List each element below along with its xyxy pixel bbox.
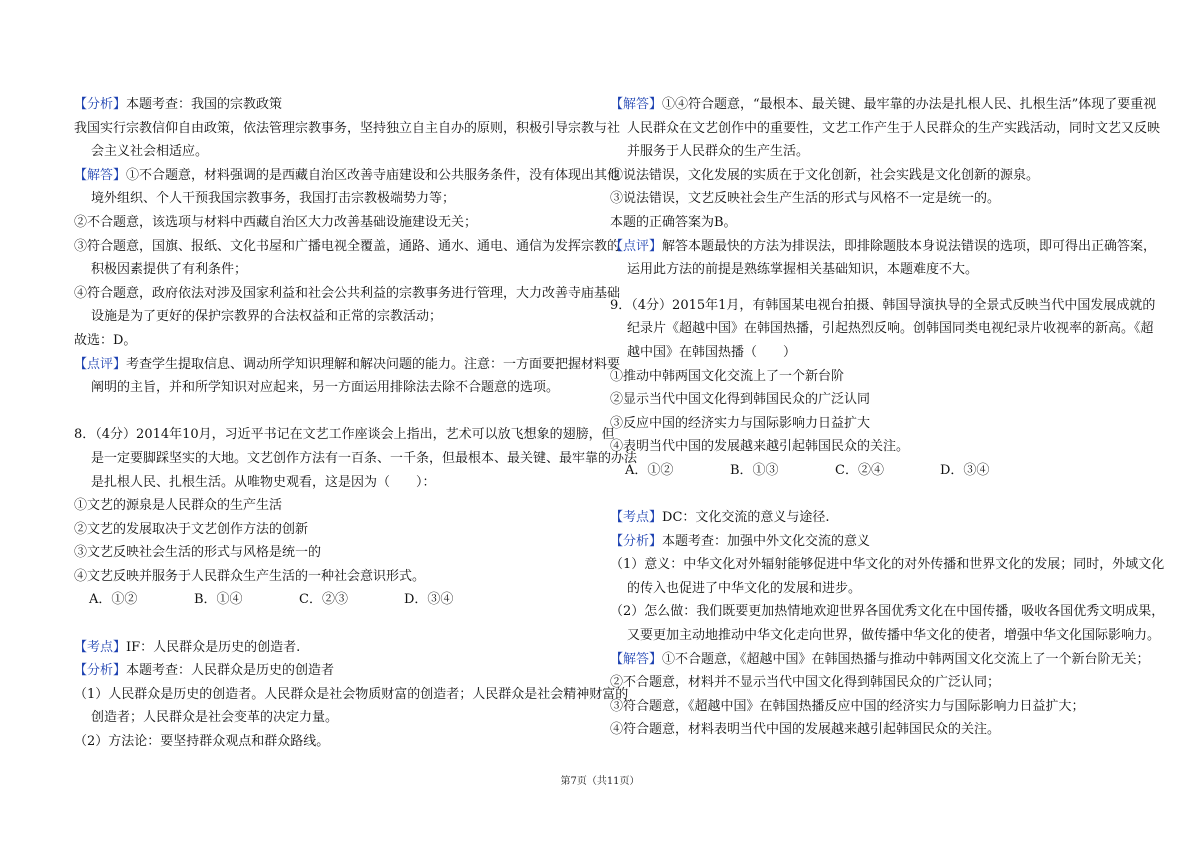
- comment-line: 【点评】考查学生提取信息、调动所学知识理解和解决问题的能力。注意：一方面要把握材料要: [74, 356, 621, 372]
- answer-tag: 【解答】: [610, 651, 663, 667]
- answer-text: 设施是为了更好的保护宗教界的合法权益和正常的宗教活动；: [91, 309, 443, 325]
- analysis-tag: 【分析】: [610, 533, 663, 549]
- left-column: [74, 93, 638, 754]
- analysis-text: 我国实行宗教信仰自由政策，依法管理宗教事务，坚持独立自主自办的原则，积极引导宗教与社: [74, 120, 621, 136]
- answer-tag: 【解答】: [610, 97, 663, 112]
- answer-text: 并服务于人民群众的生产生活。: [627, 144, 810, 160]
- question-9-statement: ②显示当代中国文化得到韩国民众的广泛认同: [610, 392, 871, 408]
- answer-text: ③说法错误，文艺反映社会生产生活的形式与风格不一定是统一的。: [610, 191, 1001, 207]
- answer-text: ③符合题意，《超越中国》在韩国热播反应中国的经济实力与国际影响力日益扩大；: [610, 698, 1085, 714]
- keypoint-line: 【考点】IF：人民群众是历史的创造者.: [74, 639, 301, 655]
- question-8-statement: ②文艺的发展取决于文艺创作方法的创新: [74, 521, 309, 537]
- answer-text: 境外组织、个人干预我国宗教事务，我国打击宗教极端势力等；: [91, 191, 456, 207]
- question-8-statement: ③文艺反映社会生活的形式与风格是统一的: [74, 545, 322, 561]
- question-8-statement: ①文艺的源泉是人民群众的生产生活: [74, 498, 283, 514]
- answer-text: ②说法错误，文化发展的实质在于文化创新，社会实践是文化创新的源泉。: [610, 167, 1040, 183]
- answer-text: 积极因素提供了有利条件；: [91, 262, 248, 278]
- comment-text: 阐明的主旨，并和所学知识对应起来，另一方面运用排除法去除不合题意的选项。: [91, 380, 560, 396]
- question-8-statement: ④文艺反映并服务于人民群众生产生活的一种社会意识形式。: [74, 568, 426, 584]
- analysis-text: 的传入也促进了中华文化的发展和进步。: [627, 580, 862, 596]
- comment-text: 运用此方法的前提是熟练掌握相关基础知识，本题难度不大。: [627, 262, 979, 278]
- answer-text: ④符合题意，政府依法对涉及国家利益和社会公共利益的宗教事务进行管理，大力改善寺庙基础: [74, 285, 621, 301]
- analysis-text: （2）怎么做：我们既要更加热情地欢迎世界各国优秀文化在中国传播，吸收各国优秀文明成果，: [610, 604, 1165, 620]
- comment-line: 【点评】解答本题最快的方法为排误法，即排除题肢本身说法错误的选项，即可得出正确答案，: [610, 238, 1157, 254]
- answer-line: 【解答】①不合题意，材料强调的是西藏自治区改善寺庙建设和公共服务条件，没有体现出其他: [74, 167, 621, 183]
- keypoint-line: 【考点】DC：文化交流的意义与途径.: [610, 510, 830, 526]
- question-9-statement: ③反应中国的经济实力与国际影响力日益扩大: [610, 415, 871, 431]
- question-9-statement: ①推动中韩两国文化交流上了一个新台阶: [610, 368, 845, 384]
- analysis-tag: 【分析】: [74, 97, 127, 112]
- answer-text: ④符合题意，材料表明当代中国的发展越来越引起韩国民众的关注。: [610, 722, 1001, 738]
- answer-line: 【解答】①不合题意，《超越中国》在韩国热播与推动中韩两国文化交流上了一个新台阶无关；: [610, 651, 1150, 667]
- option-c: C．②④: [835, 462, 884, 478]
- analysis-line: 【分析】本题考查：人民群众是历史的创造者: [74, 663, 335, 679]
- answer-text: ③符合题意，国旗、报纸、文化书屋和广播电视全覆盖，通路、通水、通电、通信为发挥宗教的: [74, 238, 621, 254]
- analysis-text: 会主义社会相适应。: [91, 144, 209, 160]
- question-8-stem: 8．（4分）2014年10月，习近平书记在文艺工作座谈会上指出，艺术可以放飞想象的翅膀，但: [74, 427, 615, 443]
- answer-text: ②不合题意，材料并不显示当代中国文化得到韩国民众的广泛认同；: [610, 675, 1001, 691]
- question-9-stem: 越中国》在韩国热播（ ）: [627, 344, 797, 360]
- comment-tag: 【点评】: [74, 356, 127, 372]
- right-column: [610, 93, 1165, 742]
- answer-text: 人民群众在文艺创作中的重要性，文艺工作产生于人民群众的生产实践活动，同时文艺又反映: [627, 120, 1161, 136]
- question-9-stem: 纪录片《超越中国》在韩国热播，引起热烈反响。创韩国同类电视纪录片收视率的新高。《超: [627, 321, 1154, 337]
- question-8-options: [74, 588, 544, 612]
- page-number-footer: 第7页（共11页）: [560, 776, 640, 787]
- analysis-line: 【分析】本题考查：加强中外文化交流的意义: [610, 533, 871, 549]
- analysis-text: （1）意义：中华文化对外辐射能够促进中华文化的对外传播和世界文化的发展；同时，外域文化: [610, 557, 1165, 573]
- comment-tag: 【点评】: [610, 238, 663, 254]
- answer-line: 【解答】①④符合题意，“最根本、最关键、最牢靠的办法是扎根人民、扎根生活”体现了要重视: [610, 97, 1157, 112]
- option-d: D．③④: [404, 592, 454, 608]
- answer-choice: 本题的正确答案为B。: [610, 214, 737, 230]
- analysis-text: （1）人民群众是历史的创造者。人民群众是社会物质财富的创造者；人民群众是社会精神财富的: [74, 686, 629, 702]
- option-d: D．③④: [940, 462, 990, 478]
- answer-text: ②不合题意，该选项与材料中西藏自治区大力改善基础设施建设无关；: [74, 214, 478, 230]
- analysis-text: （2）方法论：要坚持群众观点和群众路线。: [74, 734, 330, 750]
- analysis-tag: 【分析】: [74, 663, 127, 679]
- keypoint-tag: 【考点】: [74, 639, 127, 655]
- question-9-options: [610, 459, 1080, 483]
- question-9-statement: ④表明当代中国的发展越来越引起韩国民众的关注。: [610, 439, 910, 455]
- option-a: A．①②: [625, 462, 674, 478]
- question-8-stem: 是扎根人民、扎根生活。从唯物史观看，这是因为（ ）：: [91, 474, 436, 490]
- keypoint-tag: 【考点】: [610, 510, 663, 526]
- option-b: B．①③: [730, 462, 779, 478]
- analysis-text: 又要更加主动地推动中华文化走向世界，做传播中华文化的使者，增强中华文化国际影响力。: [627, 628, 1161, 644]
- answer-tag: 【解答】: [74, 167, 127, 183]
- analysis-text: 创造者；人民群众是社会变革的决定力量。: [91, 710, 339, 726]
- option-a: A．①②: [89, 592, 138, 608]
- option-c: C．②③: [299, 592, 348, 608]
- question-8-stem: 是一定要脚踩坚实的大地。文艺创作方法有一百条、一千条，但最根本、最关键、最牢靠的办法: [91, 450, 638, 466]
- analysis-line: 【分析】本题考查：我国的宗教政策: [74, 97, 283, 112]
- question-9-stem: 9．（4分）2015年1月，有韩国某电视台拍摄、韩国导演执导的全景式反映当代中国发展成就的: [610, 297, 1156, 313]
- option-b: B．①④: [194, 592, 243, 608]
- answer-choice: 故选：D。: [74, 332, 137, 348]
